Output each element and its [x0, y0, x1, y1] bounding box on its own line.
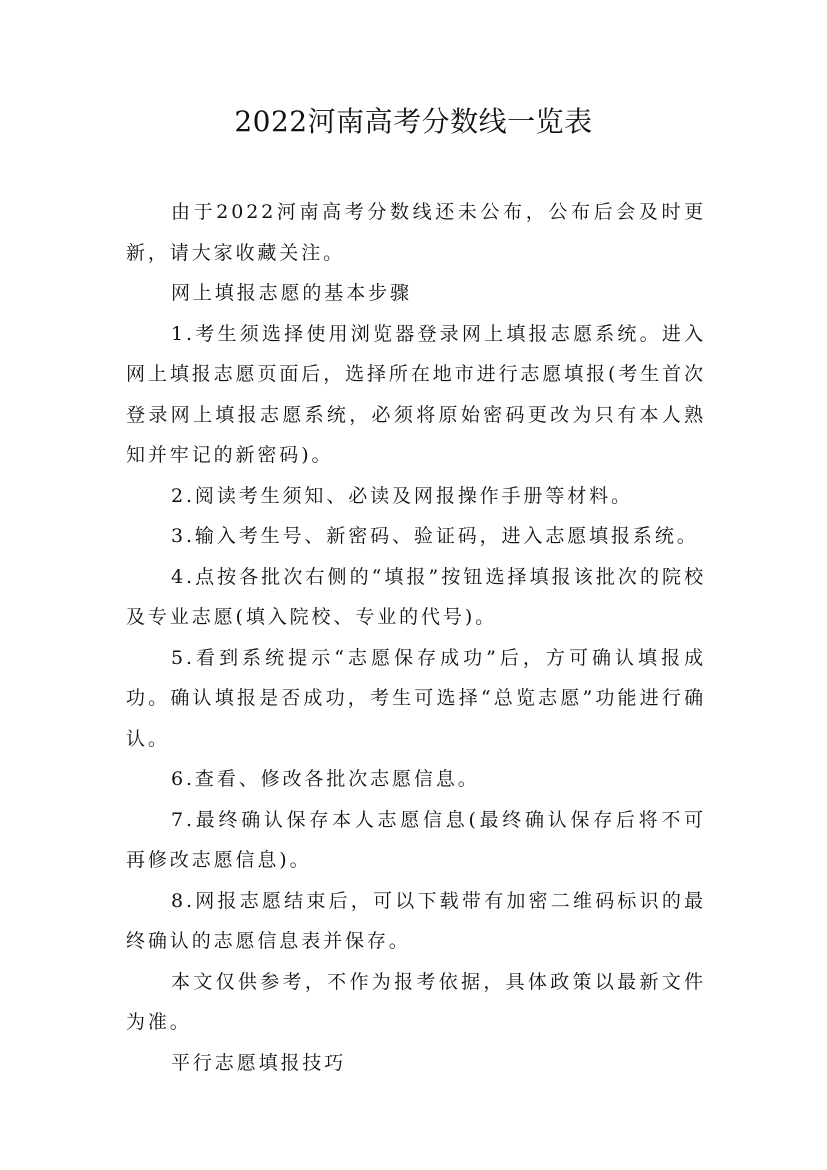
paragraph-disclaimer: 本文仅供参考，不作为报考依据，具体政策以最新文件为准。: [126, 970, 706, 1033]
section-heading-steps: 网上填报志愿的基本步骤: [171, 282, 412, 304]
document-body: [126, 192, 706, 1083]
document-title: 2022河南高考分数线一览表: [234, 105, 593, 138]
step-4: 4.点按各批次右侧的“填报”按钮选择填报该批次的院校及专业志愿(填入院校、专业的代号)。: [126, 565, 706, 628]
step-5: 5.看到系统提示“志愿保存成功”后，方可确认填报成功。确认填报是否成功，考生可选择“总览志愿”功能进行确认。: [126, 646, 706, 750]
step-3: 3.输入考生号、新密码、验证码，进入志愿填报系统。: [171, 525, 699, 547]
step-6: 6.查看、修改各批次志愿信息。: [171, 768, 480, 790]
paragraph-intro: 由于2022河南高考分数线还未公布，公布后会及时更新，请大家收藏关注。: [126, 201, 706, 264]
step-1: 1.考生须选择使用浏览器登录网上填报志愿系统。进入网上填报志愿页面后，选择所在地市进行志愿填报(考生首次登录网上填报志愿系统，必须将原始密码更改为只有本人熟知并牢记的新密码)。: [126, 322, 706, 466]
step-2: 2.阅读考生须知、必读及网报操作手册等材料。: [171, 484, 633, 507]
step-8: 8.网报志愿结束后，可以下载带有加密二维码标识的最终确认的志愿信息表并保存。: [126, 889, 706, 952]
section-heading-tips: 平行志愿填报技巧: [171, 1051, 347, 1074]
step-7: 7.最终确认保存本人志愿信息(最终确认保存后将不可再修改志愿信息)。: [126, 808, 706, 871]
